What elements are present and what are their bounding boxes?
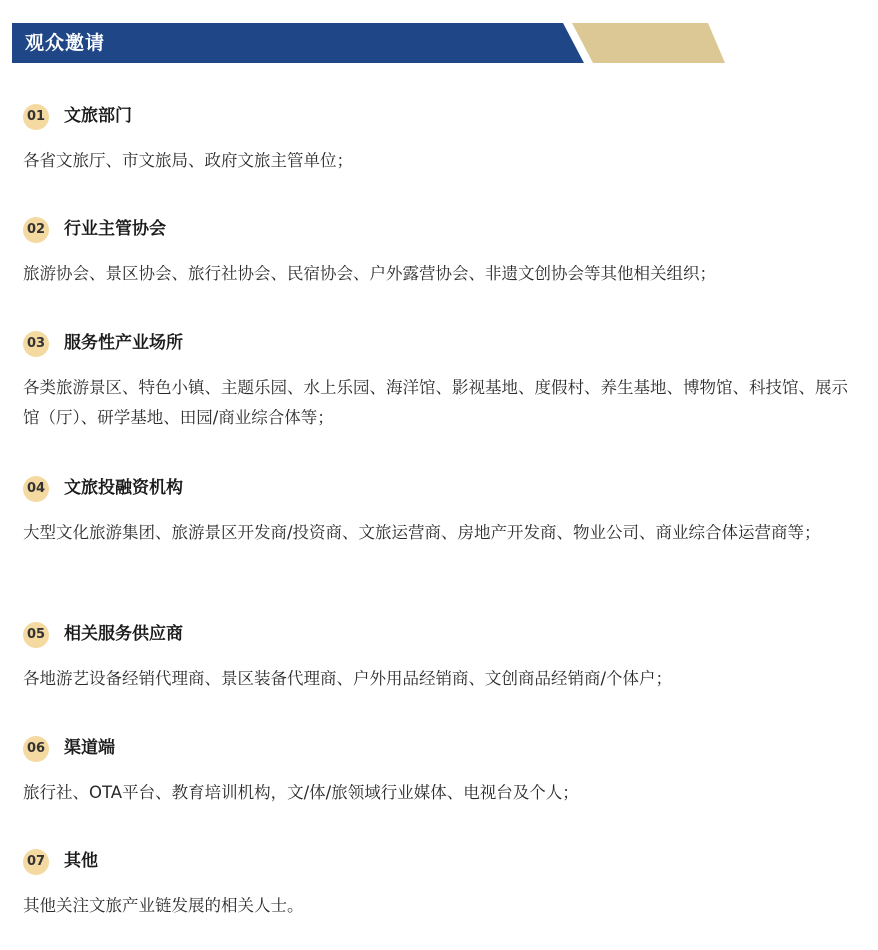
- section-description: 各地游艺设备经销代理商、景区装备代理商、户外用品经销商、文创商品经销商/个体户；: [23, 669, 673, 688]
- number-badge: 03: [23, 331, 49, 357]
- section-title: 服务性产业场所: [64, 333, 183, 353]
- section-description: 旅游协会、景区协会、旅行社协会、民宿协会、户外露营协会、非遗文创协会等其他相关组织；: [23, 264, 716, 283]
- section-heading: [23, 620, 863, 648]
- section-heading: [23, 734, 863, 762]
- number-badge: 04: [23, 476, 49, 502]
- audience-section-7: [23, 847, 863, 921]
- section-title: 其他: [64, 851, 98, 871]
- section-title: 相关服务供应商: [64, 624, 183, 644]
- audience-section-5: [23, 620, 863, 694]
- section-heading: [23, 474, 863, 502]
- section-heading: [23, 215, 863, 243]
- section-heading: [23, 847, 863, 875]
- number-badge: 07: [23, 849, 49, 875]
- section-title: 渠道端: [64, 738, 115, 758]
- audience-section-1: [23, 102, 863, 176]
- number-badge: 01: [23, 104, 49, 130]
- section-heading: [23, 102, 863, 130]
- section-description: 各类旅游景区、特色小镇、主题乐园、水上乐园、海洋馆、影视基地、度假村、养生基地、博物馆、科技馆、展示馆（厅）、研学基地、田园/商业综合体等；: [23, 378, 848, 427]
- number-badge: 02: [23, 217, 49, 243]
- section-description: 各省文旅厅、市文旅局、政府文旅主管单位；: [23, 151, 353, 170]
- section-description: 旅行社、OTA平台、教育培训机构，文/体/旅领域行业媒体、电视台及个人；: [23, 783, 579, 802]
- audience-section-3: [23, 329, 863, 433]
- number-badge: 06: [23, 736, 49, 762]
- page-title: 观众邀请: [25, 32, 106, 54]
- section-heading: [23, 329, 863, 357]
- audience-section-6: [23, 734, 863, 808]
- section-title: 行业主管协会: [64, 219, 166, 239]
- section-title: 文旅部门: [64, 106, 132, 126]
- section-header-banner: [12, 23, 752, 63]
- section-title: 文旅投融资机构: [64, 478, 183, 498]
- audience-section-4: [23, 474, 863, 548]
- audience-section-2: [23, 215, 863, 289]
- header-banner-shape: [12, 23, 752, 63]
- section-description: 其他关注文旅产业链发展的相关人士。: [23, 896, 304, 915]
- section-description: 大型文化旅游集团、旅游景区开发商/投资商、文旅运营商、房地产开发商、物业公司、商业综合体运营商等；: [23, 523, 821, 542]
- header-accent-stripe: [572, 23, 725, 63]
- number-badge: 05: [23, 622, 49, 648]
